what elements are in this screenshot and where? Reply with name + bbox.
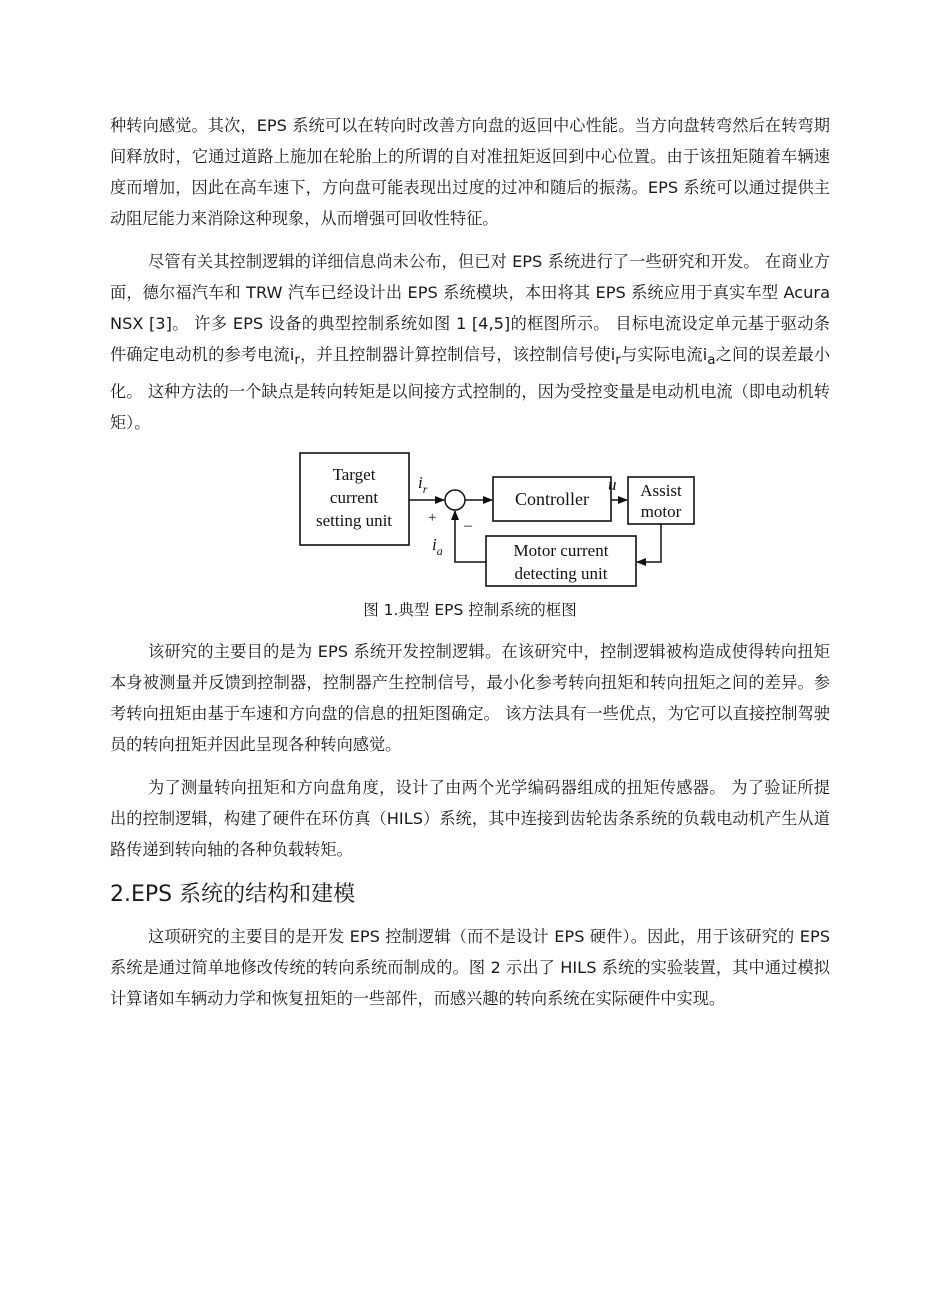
controller-label: Controller bbox=[515, 489, 589, 510]
target-box-label-2: current bbox=[329, 488, 379, 508]
signal-u-label: u bbox=[608, 475, 617, 495]
paragraph-3: 该研究的主要目的是为 EPS 系统开发控制逻辑。在该研究中，控制逻辑被构造成使得转向扭矩本身被测量并反馈到控制器，控制器产生控制信号，最小化参考转向扭矩和转向扭矩之间的差异。参考转向扭矩由基于车速和方向盘的信息的扭矩图确定。 该方法具有一些优点，为它可以直接控制驾驶员的转向扭矩并因此呈现各种转向感觉。 bbox=[110, 642, 830, 755]
assist-motor-label-2: motor bbox=[640, 502, 682, 522]
block-diagram-svg bbox=[110, 450, 830, 592]
document-page bbox=[110, 110, 830, 1026]
signal-ir-label: $i_r$ bbox=[418, 473, 428, 497]
figure-1-caption: 图 1.典型 EPS 控制系统的框图 bbox=[363, 601, 577, 620]
summing-junction bbox=[445, 490, 465, 510]
symbol-i-r-1: $i_r$ bbox=[289, 345, 300, 369]
plus-sign: + bbox=[428, 510, 437, 527]
detecting-unit-label-1: Motor current bbox=[513, 541, 609, 561]
section-heading-2: 2.EPS 系统的结构和建模 bbox=[110, 882, 356, 908]
figure-1-block-diagram bbox=[110, 450, 830, 592]
symbol-i-a: $i_a$ bbox=[702, 345, 716, 369]
paragraph-4: 为了测量转向扭矩和方向盘角度，设计了由两个光学编码器组成的扭矩传感器。 为了验证所提出的控制逻辑，构建了硬件在环仿真（HILS）系统，其中连接到齿轮齿条系统的负载电动机产生从道路传递到转向轴的各种负载转矩。 bbox=[110, 778, 830, 860]
target-box-label-1: Target bbox=[332, 465, 376, 485]
paragraph-1: 种转向感觉。其次，EPS 系统可以在转向时改善方向盘的返回中心性能。当方向盘转弯然后在转弯期间释放时，它通过道路上施加在轮胎上的所谓的自对准扭矩返回到中心位置。由于该扭矩随着车辆速度而增加，因此在高车速下，方向盘可能表现出过度的过冲和随后的振荡。EPS 系统可以通过提供主动阻尼能力来消除这种现象，从而增强可回收性特征。 bbox=[110, 116, 830, 228]
arrow-motor-to-detector bbox=[637, 524, 661, 562]
assist-motor-label-1: Assist bbox=[640, 481, 682, 501]
detecting-unit-label-2: detecting unit bbox=[514, 564, 608, 584]
paragraph-2-text-b: ，并且控制器计算控制信号，该控制信号使 bbox=[299, 345, 611, 364]
paragraph-2-text-c: 与实际电流 bbox=[620, 345, 703, 364]
minus-sign: – bbox=[464, 517, 472, 535]
paragraph-2-text-a: 尽管有关其控制逻辑的详细信息尚未公布，但已对 EPS 系统进行了一些研究和开发。 在商业方面，德尔福汽车和 TRW 汽车已经设计出 EPS 系统模块，本田将其 EPS 系统应用于真实车型 Acura NSX [3]。 许多 EPS 设备的典型控制系统如图 1 [4,5]的框图所示。 目标电流设定单元基于驱动条件确定电动机的参考电流 bbox=[110, 252, 830, 364]
paragraph-5: 这项研究的主要目的是开发 EPS 控制逻辑（而不是设计 EPS 硬件）。因此，用于该研究的 EPS 系统是通过简单地修改传统的转向系统而制成的。图 2 示出了 HILS 系统的实验装置，其中通过模拟计算诸如车辆动力学和恢复扭矩的一些部件，而感兴趣的转向系统在实际硬件中实现。 bbox=[110, 927, 830, 1009]
symbol-i-r-2: $i_r$ bbox=[610, 345, 621, 369]
signal-ia-label: $i_a$ bbox=[432, 535, 443, 559]
paragraph-2-text-d: 之间的误差最小化。 这种方法的一个缺点是转向转矩是以间接方式控制的，因为受控变量是电动机电流（即电动机转矩）。 bbox=[110, 345, 831, 433]
paragraph-2 bbox=[110, 246, 830, 438]
target-box-label-3: setting unit bbox=[315, 511, 393, 531]
